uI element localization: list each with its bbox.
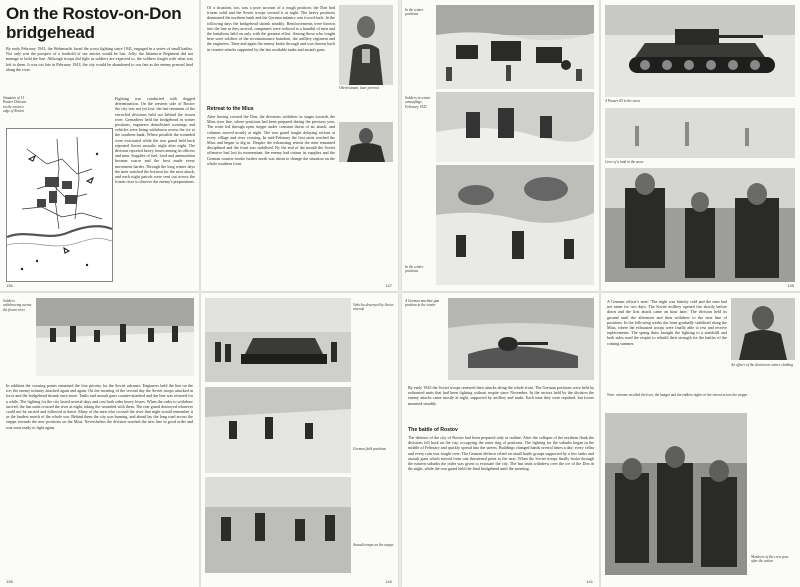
machine-gun-photo	[448, 298, 594, 380]
officer-portrait-photo	[731, 298, 795, 360]
winter-landscape-photo	[605, 108, 795, 158]
page-number: 138	[6, 579, 13, 584]
page-137	[201, 0, 398, 291]
trench-caption: A German machine gun position in the winter	[405, 299, 440, 308]
page-141	[402, 293, 599, 587]
tank-crew-photo	[605, 168, 795, 282]
page-number: 139	[787, 283, 794, 288]
group-caption: Members of the crew pose after the action	[751, 555, 789, 564]
page-142	[601, 293, 800, 587]
destroyed-vehicle-photo	[205, 298, 351, 382]
page-number: 136	[6, 283, 13, 288]
soldier-portrait-photo	[339, 122, 393, 162]
body-text-map-side: Fighting was conducted with dogged determination. On the western side of Rostov the city was not yet lost: the last remnants of the encircled divisions held out behind the frozen river. Grenadiers held the bridgehead in winter positions, engineers demolished crossings and vehicles were being withdrawn across the ice to the southern bank. Where possible the wounded were evacuated while the rear guard held back repeated Soviet assaults, night after night. The division reported heavy losses among its officers and men. Supplies of fuel, food and ammunition became scarce and the frost made every movement harder. Through the long winter days the men watched the horizon for the next attack, and each night patrols were sent out across the frozen river to observe the enemy's preparations.	[115, 96, 195, 185]
field-caption-b: Assault troops on the steppe	[353, 543, 394, 547]
snow-vehicle-photo	[436, 5, 594, 89]
section-heading: Retreat to the Mius	[207, 106, 254, 112]
rostov-map	[6, 128, 113, 282]
snow-field-photo	[436, 165, 594, 285]
body-text-top: By early February 1943, the Wehrmacht faced the worst fighting since 1941, engaged in a series of small battles. Not only was the prospect of a foothold of our entries would be lost. Jolly: the Infanterie Regiment did not manage to hold the line. Although troops did fight as soldiers are expected to, the soldiers fought with what was left to them. It was too late in February 1943, the city would be abandoned to our fate as the enemy pressed hard along the river.	[6, 46, 193, 72]
page-138-bottom	[0, 293, 199, 587]
crew-group-photo	[605, 413, 747, 575]
body-text-col2: Of a situation, too, was a poor account of a rough position; the Don had frozen solid and the Soviet troops crossed it at night. The heavy positions dominated the northern bank and the German infantry was forced back. In the following days the bridgehead shrank steadily. Reinforcements were thrown into the line as they arrived, companies were reduced to a handful of men and the battalions held on only with the greatest effort. Among those who fought here were soldiers of the reconnaissance battalion, the artillery regiment and the engineers. Time and again the enemy broke through and was thrown back in counter-attacks supported by the last available tanks and assault guns.	[207, 5, 335, 52]
page-139	[601, 0, 800, 291]
page-number: 140	[385, 579, 392, 584]
page-number: 141	[586, 579, 593, 584]
page-138-photos	[402, 0, 599, 291]
body-text-right: By early 1943 the Soviet troops renewed their attacks along the whole front. The German positions were held by exhausted units that had been fighting without respite since November. In the sectors held by the division the enemy attacks came mostly at night, supported by artillery and tanks. Each time they were repulsed, but losses mounted steadily.	[408, 385, 594, 406]
photo-caption-top: In the winter positions	[405, 8, 424, 17]
body-text-far-right: A German officer's note: 'The night was bitterly cold and the men had not eaten for two days. The Soviet artillery opened fire shortly before dawn and the first attack came an hour later.' The division held its ground until the afternoon and then withdrew to the next line of positions. In the following weeks the front gradually stabilised along the Mius, where the exhausted troops were finally able to rest and receive replacements. The spring thaw brought the fighting to a standstill and both sides used the respite to rebuild their strength for the battles of the coming summer.	[607, 299, 727, 346]
footnote: Note: veterans recalled the frost, the hunger and the endless nights of the retreat across the steppe.	[607, 393, 748, 397]
winter-trench-photo	[436, 92, 594, 162]
page-136	[0, 0, 199, 291]
portrait-caption: Oberleutnant, later portrait	[339, 86, 379, 90]
steppe-assault-photo	[205, 477, 351, 573]
page-number: 137	[385, 283, 392, 288]
tank-photo	[605, 5, 795, 97]
officer-caption: An officer of the division in winter clothing	[731, 363, 793, 367]
winter-caption: Crew of a tank in the snow	[605, 160, 644, 164]
field-caption-a: German field positions	[353, 447, 386, 451]
river-crossing-photo	[36, 298, 194, 376]
chapter-title: On the Rostov-on-Don bridgehead	[6, 4, 182, 42]
photo-caption-left: Soldiers withdrawing across the frozen river	[3, 299, 32, 312]
map-caption: Situation of 13 Panzer Division on the eastern edge of Rostov	[3, 96, 27, 113]
portrait-photo	[339, 5, 393, 85]
field-positions-photo	[205, 387, 351, 473]
section-heading: The battle of Rostov	[408, 427, 458, 433]
vehicle-caption: Vehicles destroyed by Soviet aircraft	[353, 303, 394, 312]
body-text-right2: The defence of the city of Rostov had been prepared only in outline. After the collapse of the northern flank the divisions fell back on the city, occupying the outer ring of positions. The fighting for the suburbs began in the middle of February and quickly spread into the streets. Buildings changed hands several times a day; every cellar and every ruin was fought over. The German defence relied on small battle groups supported by a few tanks and assault guns which moved from one threatened point to the next. When the Soviet troops finally broke through the eastern suburbs the order was given to evacuate the city. The last units withdrew over the ice of the Don in the night, while the rear guard held the final bridgehead until the morning.	[408, 435, 594, 472]
tank-caption: A Panzer III in the snow	[605, 99, 640, 103]
page-140	[201, 293, 398, 587]
photo-caption-bottom: In the winter positions	[405, 265, 424, 274]
body-text-left: In addition the crossing points remained the first priority for the Soviet advance. Engineers held the line on the ice; the enemy infantry attacked again and again. On the morning of the second day the Soviet troops attacked in force and the bridgehead shrank once more. Tanks and assault guns counter-attacked and the line was restored for a while. The fighting for the city lasted several days and cost both sides heavy losses. When the order to withdraw arrived, the last units crossed the river at night, taking the wounded with them. The rear guard destroyed whatever could not be carried and followed at dawn. Many of the men who crossed the river that night would remember it as the hardest march of the whole war. Behind them the city was burning, and ahead lay the long road across the steppe towards the new positions on the Mius. Nevertheless the division reached the new line in good order and was soon ready to fight again.	[6, 383, 193, 430]
photo-caption-mid: Soldiers in winter camouflage, February 1943	[405, 96, 431, 109]
body-text-col2b: After having crossed the Don, the divisions withdrew in stages towards the Mius river line, where positions had been prepared during the previous year. The route led through open steppe under constant threat of air attack, and columns moved mostly at night. The rear guard fought delaying actions at every village and river crossing. In mid-February the first units reached the Mius and began to dig in. Despite the exhausting retreat the men remained disciplined and the front was stabilised. By the end of the month the Soviet offensive had lost its momentum; the enemy had outrun its supplies and the German counter-stroke further north was about to change the situation on the whole southern front.	[207, 114, 335, 166]
